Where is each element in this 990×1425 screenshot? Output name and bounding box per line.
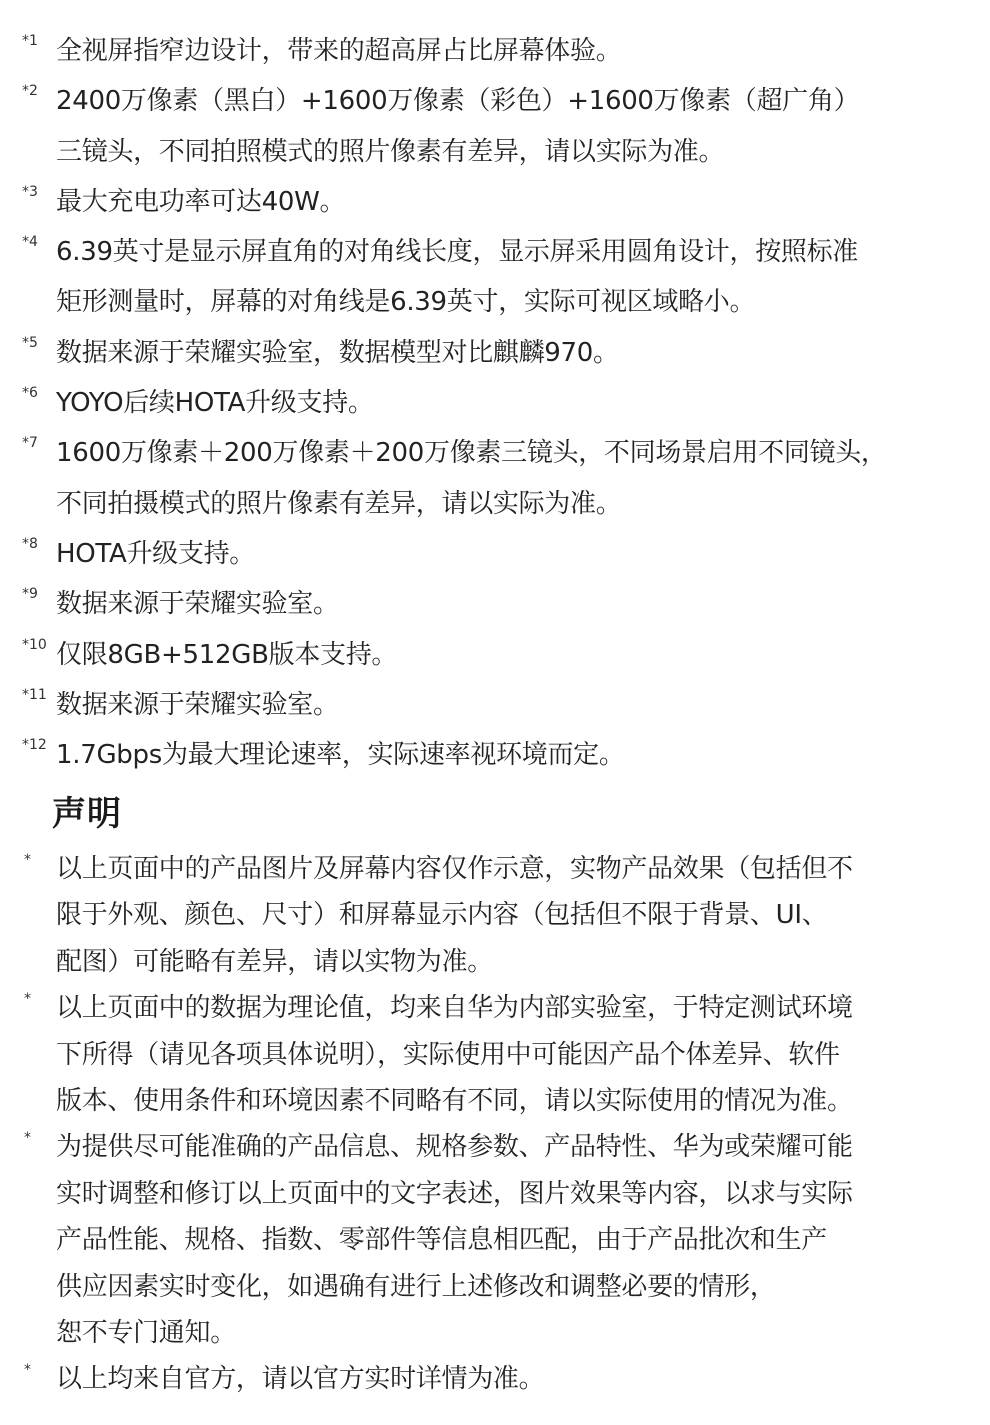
declaration-list	[0, 846, 990, 1403]
declaration-text: 产品性能、规格、指数、零部件等信息相匹配，由于产品批次和生产	[56, 1225, 828, 1256]
declaration-text: 下所得（请见各项具体说明），实际使用中可能因产品个体差异、软件	[56, 1039, 840, 1070]
footnote-2	[0, 76, 990, 177]
footnote-text: 1.7Gbps为最大理论速率，实际速率视环境而定。	[56, 740, 625, 771]
footnote-text: 仅限8GB+512GB版本支持。	[56, 639, 398, 670]
declaration-text: 实时调整和修订以上页面中的文字表述，图片效果等内容，以求与实际	[56, 1178, 853, 1209]
footnote-text: 数据来源于荣耀实验室。	[56, 589, 339, 620]
declaration-marker: *	[24, 991, 31, 1008]
footnote-text: HOTA升级支持。	[56, 538, 255, 569]
footnote-text: 三镜头，不同拍照模式的照片像素有差异，请以实际为准。	[56, 136, 725, 167]
footnote-text: 不同拍摄模式的照片像素有差异，请以实际为准。	[56, 488, 622, 519]
footnote-text: 数据来源于荣耀实验室，数据模型对比麒麟970。	[56, 337, 619, 368]
footnote-6	[0, 378, 990, 428]
declaration-text: 供应因素实时变化，如遇确有进行上述修改和调整必要的情形，	[56, 1271, 776, 1302]
declaration-marker: *	[24, 1130, 31, 1147]
footnote-text: 6.39英寸是显示屏直角的对角线长度，显示屏采用圆角设计，按照标准	[56, 237, 858, 268]
footnote-marker: *4	[22, 234, 38, 251]
footnote-marker: *6	[22, 385, 38, 402]
footnote-marker: *10	[22, 636, 47, 653]
footnote-1	[0, 26, 990, 76]
footnote-text: 2400万像素（黑白）+1600万像素（彩色）+1600万像素（超广角）	[56, 86, 860, 117]
declaration-text: 版本、使用条件和环境因素不同略有不同，请以实际使用的情况为准。	[56, 1086, 853, 1117]
declaration-text: 配图）可能略有差异，请以实物为准。	[56, 946, 493, 977]
footnote-marker: *7	[22, 435, 38, 452]
footnote-7	[0, 428, 990, 529]
footnote-text: 1600万像素＋200万像素＋200万像素三镜头，不同场景启用不同镜头，	[56, 438, 887, 469]
declaration-text: 为提供尽可能准确的产品信息、规格参数、产品特性、华为或荣耀可能	[56, 1132, 853, 1163]
footnote-marker: *2	[22, 83, 38, 100]
declaration-text: 限于外观、颜色、尺寸）和屏幕显示内容（包括但不限于背景、UI、	[56, 900, 828, 931]
declaration-text: 以上均来自官方，请以官方实时详情为准。	[56, 1364, 545, 1395]
footnote-11	[0, 680, 990, 730]
footnote-5	[0, 328, 990, 378]
footnotes-list	[0, 26, 990, 780]
declaration-marker: *	[24, 852, 31, 868]
footnote-marker: *3	[22, 183, 38, 200]
footnote-marker: *1	[22, 33, 38, 49]
declaration-text: 恕不专门通知。	[56, 1318, 236, 1349]
footnote-4	[0, 227, 990, 328]
footnote-text: 矩形测量时，屏幕的对角线是6.39英寸，实际可视区域略小。	[56, 287, 756, 318]
declaration-item-2	[0, 985, 990, 1124]
footnote-marker: *8	[22, 535, 38, 552]
footnote-10	[0, 630, 990, 680]
footnote-text: 最大充电功率可达40W。	[56, 186, 346, 217]
declaration-text: 以上页面中的产品图片及屏幕内容仅作示意，实物产品效果（包括但不	[56, 854, 853, 884]
footnote-12	[0, 730, 990, 780]
footnote-marker: *11	[22, 686, 47, 703]
footnote-text: YOYO后续HOTA升级支持。	[56, 388, 374, 419]
declaration-marker: *	[24, 1362, 31, 1379]
footnote-marker: *5	[22, 334, 38, 351]
declaration-item-3	[0, 1124, 990, 1356]
declaration-item-1	[0, 846, 990, 985]
footnote-8	[0, 529, 990, 579]
footnote-9	[0, 579, 990, 629]
declaration-text: 以上页面中的数据为理论值，均来自华为内部实验室，于特定测试环境	[56, 993, 853, 1024]
footnote-marker: *12	[22, 737, 47, 754]
declaration-heading: 声明	[52, 794, 122, 834]
footnote-text: 数据来源于荣耀实验室。	[56, 689, 339, 720]
footnote-text: 全视屏指窄边设计，带来的超高屏占比屏幕体验。	[56, 36, 622, 66]
footnote-marker: *9	[22, 586, 38, 603]
declaration-item-4	[0, 1356, 990, 1402]
footnote-3	[0, 177, 990, 227]
